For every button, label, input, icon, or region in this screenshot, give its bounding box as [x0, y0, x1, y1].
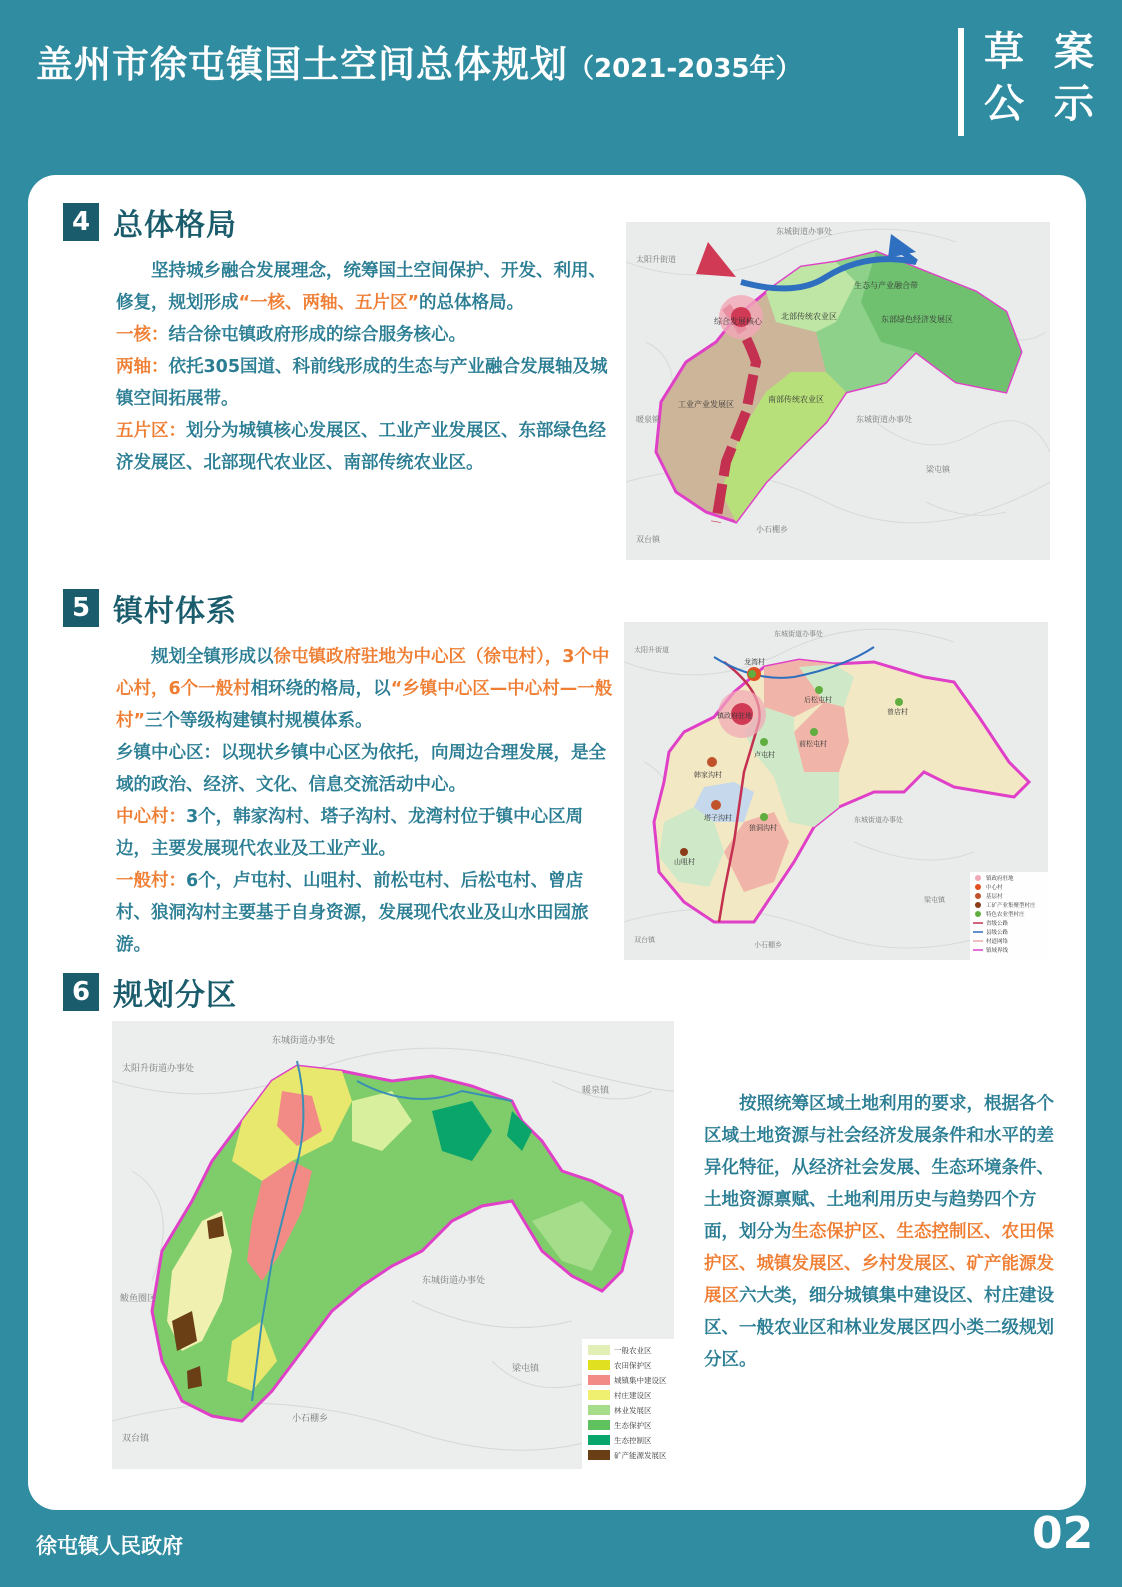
- map2-place1: 东城街道办事处: [774, 630, 823, 638]
- s4-zone-text: 划分为城镇核心发展区、工业产业发展区、东部绿色经济发展区、北部现代农业区、南部传统农业区。: [116, 421, 606, 473]
- map2-place2: 太阳升街道: [634, 646, 669, 654]
- title-years: （2021-2035年）: [568, 54, 802, 84]
- map2-legend-3: 工矿产业集聚型村庄: [986, 903, 1036, 909]
- map1-north-ag: 北部传统农业区: [781, 312, 837, 321]
- planning-zoning-map: [112, 1021, 674, 1469]
- s6-highlight: 生态保护区、生态控制区、农田保护区、城镇发展区、乡村发展区、矿产能源发展区: [704, 1222, 1054, 1306]
- s5-hl-2: 3个中心村，6个一般村: [116, 647, 610, 699]
- s5-intro-a: 规划全镇形成以: [151, 647, 274, 667]
- map3-legend-6: 生态控制区: [614, 1436, 652, 1445]
- s4-zone-label: 五片区：: [116, 421, 186, 441]
- map1-place4: 梁屯镇: [926, 465, 950, 474]
- map2-v9: 狼洞沟村: [749, 824, 777, 832]
- section-4-title: 总体格局: [113, 208, 237, 243]
- map2-legend-2: 基层村: [986, 894, 1003, 900]
- village-system-map: [624, 622, 1048, 960]
- section-5-title: 镇村体系: [113, 594, 237, 629]
- map2-place3: 东城街道办事处: [854, 816, 903, 824]
- s5-hub-label: 中心村：: [116, 807, 186, 827]
- section-5-number: 5: [63, 589, 99, 627]
- map2-v8: 山咀村: [674, 858, 695, 866]
- map2-legend-4: 特色农业型村庄: [986, 912, 1025, 918]
- s4-intro-highlight: “一核、两轴、五片区”: [238, 293, 420, 313]
- map1-south-ag: 南部传统农业区: [768, 395, 824, 404]
- s5-center-text: 以现状乡镇中心区为依托，向周边合理发展，是全域的政治、经济、文化、信息交流活动中心。: [116, 743, 606, 795]
- map2-legend-7: 村道网络: [986, 939, 1009, 945]
- section-4-text: [116, 255, 618, 479]
- badge-line-1: 草 案: [984, 29, 1102, 75]
- map2-place4: 梁屯镇: [924, 896, 945, 904]
- page-number: 02: [1032, 1508, 1094, 1559]
- s6-text-a: 按照统筹区域土地利用的要求，根据各个区域土地资源与社会经济发展条件和水平的差异化特征，从经济社会发展、生态环境条件、土地资源禀赋、土地利用历史与趋势四个方面，划分为: [704, 1094, 1054, 1242]
- map1-place2: 太阳升街道: [636, 255, 676, 264]
- map2-legend-8: 镇域界线: [986, 948, 1009, 954]
- page-header: [0, 0, 1122, 150]
- s5-intro-d: 三个等级构建镇村规模体系。: [145, 711, 373, 731]
- map2-legend-1: 中心村: [986, 885, 1003, 891]
- map3-place7: 双台镇: [122, 1434, 150, 1444]
- map2-place6: 小石棚乡: [754, 941, 782, 949]
- map3-legend-3: 村庄建设区: [614, 1391, 652, 1400]
- map2-v7: 塔子沟村: [704, 814, 732, 822]
- map3-place1: 东城街道办事处: [272, 1036, 336, 1046]
- map2-legend-0: 镇政府驻地: [986, 876, 1014, 882]
- page-title: [36, 34, 802, 88]
- s5-hl-1: 徐屯镇政府驻地为中心区（徐屯村）: [273, 647, 545, 667]
- section-4-heading: [63, 202, 237, 242]
- s5-hub-text: 3个，韩家沟村、塔子沟村、龙湾村位于镇中心区周边，主要发展现代农业及工业产业。: [116, 807, 584, 859]
- map3-legend-0: 一般农业区: [614, 1346, 652, 1355]
- s4-core-text: 结合徐屯镇政府形成的综合服务核心。: [168, 325, 466, 345]
- map1-place5: 双台镇: [636, 535, 660, 544]
- map2-place5: 双台镇: [634, 936, 655, 944]
- map1-place3: 东城街道办事处: [856, 415, 912, 424]
- content-card: [28, 175, 1086, 1510]
- map2-v5: 卢屯村: [754, 751, 775, 759]
- s5-intro-c: 相环绕的格局，以: [250, 679, 391, 699]
- map1-place1: 东城街道办事处: [776, 227, 832, 236]
- s5-center-label: 乡镇中心区：: [116, 743, 221, 763]
- map3-place2: 太阳升街道办事处: [122, 1064, 195, 1074]
- section-6-number: 6: [63, 973, 99, 1011]
- s5-gen-text: 6个，卢屯村、山咀村、前松屯村、后松屯村、曾店村、狼洞沟村主要基于自身资源，发展现代农业及山水田园旅游。: [116, 871, 589, 955]
- map2-v2: 后松屯村: [804, 696, 832, 704]
- map1-place6: 小石棚乡: [756, 525, 788, 534]
- s4-axis-label: 两轴：: [116, 357, 169, 377]
- s4-intro-end: 的总体格局。: [419, 293, 525, 313]
- draft-badge: [984, 26, 1102, 130]
- map2-legend-6: 县级公路: [986, 930, 1009, 936]
- section-4-number: 4: [63, 203, 99, 241]
- map1-industry: 工业产业发展区: [678, 400, 734, 409]
- map3-legend-1: 农田保护区: [614, 1361, 652, 1370]
- map3-legend-2: 城镇集中建设区: [614, 1376, 667, 1385]
- section-6-heading: [63, 972, 237, 1012]
- s4-axis-text: 依托305国道、科前线形成的生态与产业融合发展轴及城镇空间拓展带。: [116, 357, 608, 409]
- section-5-heading: [63, 588, 237, 628]
- map2-legend-5: 省级公路: [986, 921, 1009, 927]
- footer-organization: 徐屯镇人民政府: [36, 1534, 183, 1558]
- s6-text-b: 六大类，细分城镇集中建设区、村庄建设区、一般农业区和林业发展区四小类二级规划分区。: [704, 1286, 1054, 1370]
- map2-gov: 镇政府驻地: [717, 712, 752, 720]
- s4-intro: 坚持城乡融合发展理念，统筹国土空间保护、开发、利用、修复，规划形成: [116, 261, 606, 313]
- map2-v3: 前松屯村: [799, 740, 827, 748]
- section-5-text: [116, 641, 618, 961]
- map3-place4: 暖泉镇: [582, 1086, 610, 1096]
- map1-east-green: 东部绿色经济发展区: [881, 315, 953, 324]
- s5-intro-b: ，: [544, 647, 563, 667]
- overall-layout-map: [626, 222, 1050, 560]
- map2-v1: 龙湾村: [744, 658, 765, 666]
- s5-hl-3: “乡镇中心区—中心村—一般村”: [116, 679, 613, 731]
- header-divider: [958, 28, 964, 136]
- map3-legend-7: 矿产能源发展区: [614, 1451, 667, 1460]
- map2-v4: 曾店村: [887, 708, 908, 716]
- map3-place3: 东城街道办事处: [422, 1276, 486, 1286]
- map1-core-label: 综合发展核心: [714, 317, 762, 326]
- section-6-text: [704, 1088, 1066, 1376]
- badge-line-2: 公 示: [984, 81, 1102, 127]
- s4-core-label: 一核：: [116, 325, 169, 345]
- map1-axis2: 生态与产业融合带: [854, 281, 918, 290]
- map3-place5: 梁屯镇: [512, 1364, 540, 1374]
- map3-place6: 鲅鱼圈区: [120, 1294, 157, 1304]
- section-6-title: 规划分区: [113, 978, 237, 1013]
- map2-v6: 韩家沟村: [694, 771, 722, 779]
- map3-place8: 小石棚乡: [292, 1414, 329, 1424]
- map3-legend-4: 林业发展区: [614, 1406, 652, 1415]
- s5-gen-label: 一般村：: [116, 871, 186, 891]
- map3-legend-5: 生态保护区: [614, 1421, 652, 1430]
- map1-place7: 暖泉镇: [636, 415, 660, 424]
- title-main: 盖州市徐屯镇国土空间总体规划: [36, 43, 568, 86]
